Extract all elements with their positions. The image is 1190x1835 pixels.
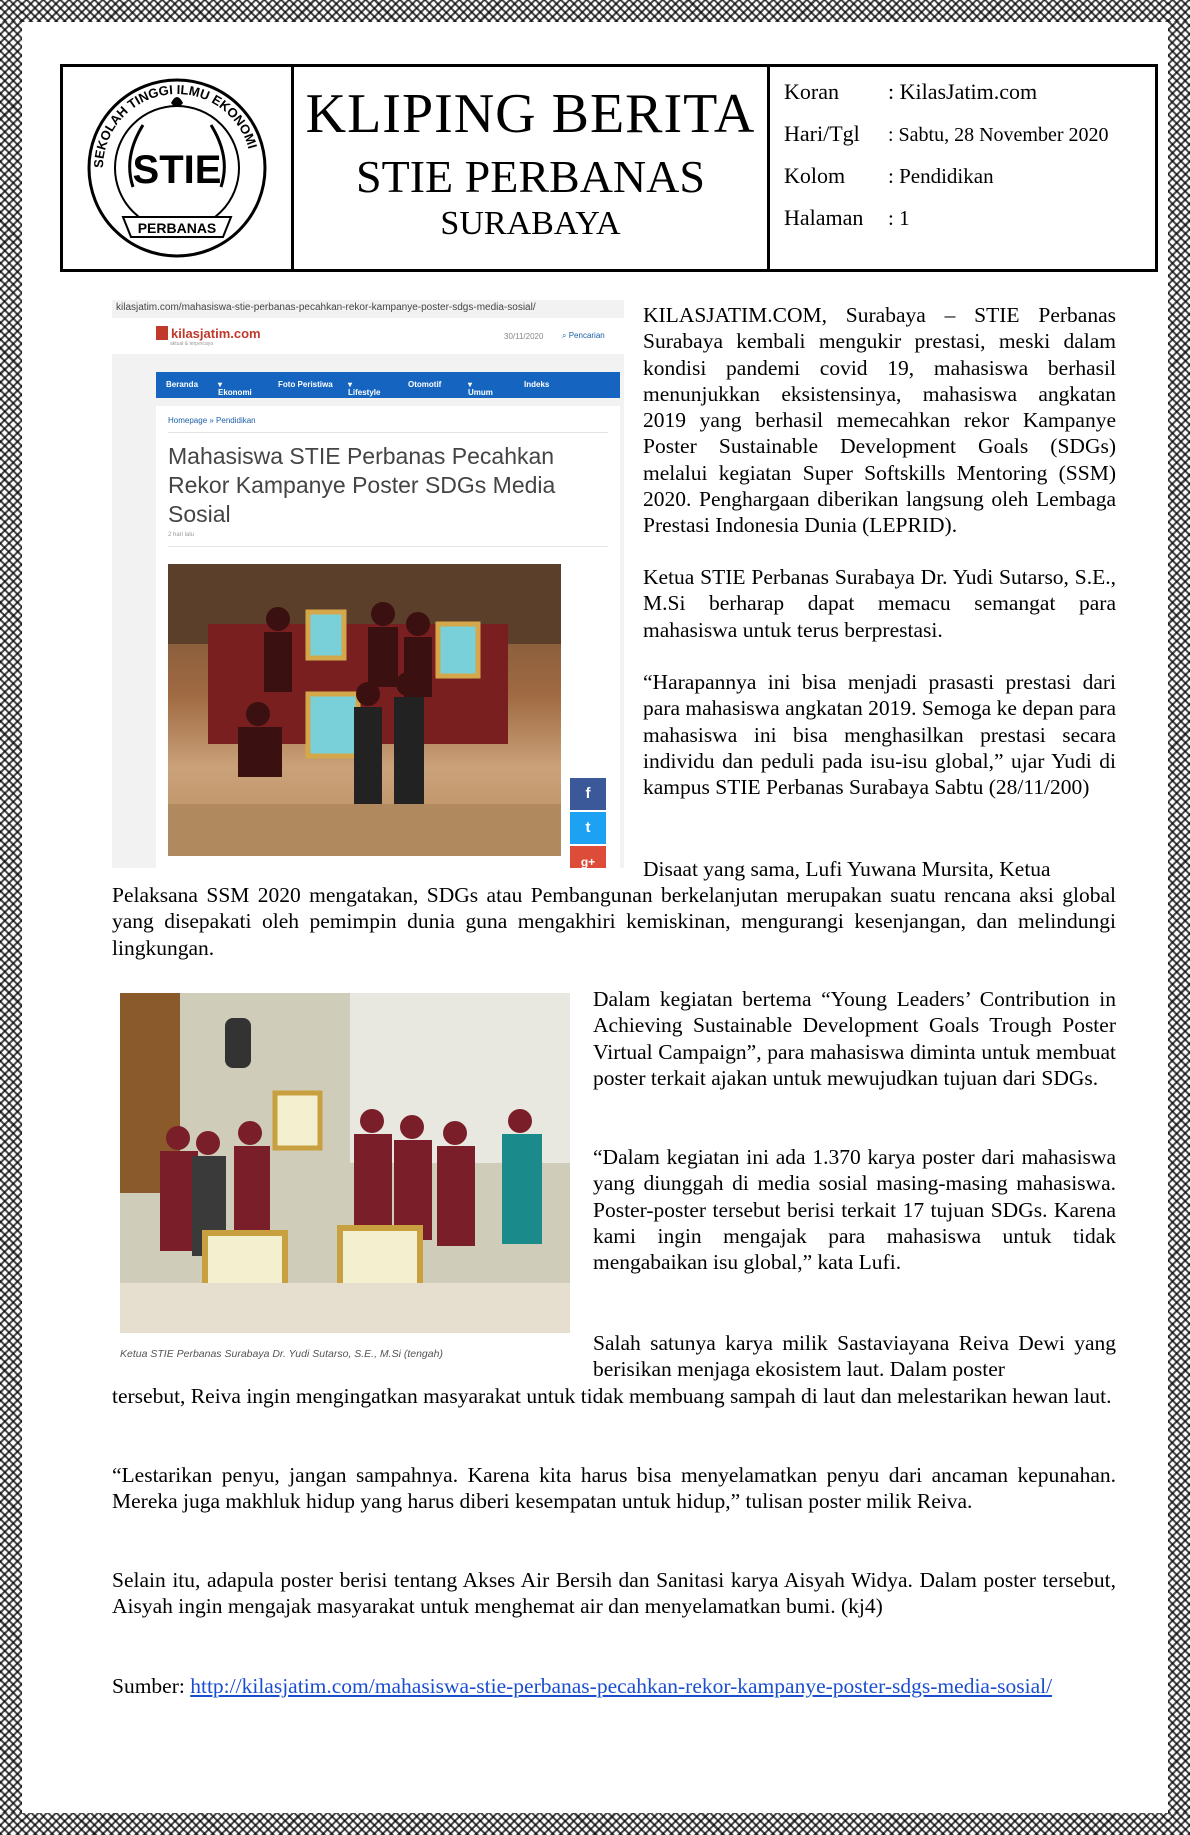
article-paragraph-9: Selain itu, adapula poster berisi tentang Akses Air Bersih dan Sanitasi karya Aisyah Widya. Dalam poster tersebut, Aisyah ingin mengajak masyarakat untuk menghemat air dan menyelamatkan bumi. (kj4) [112, 1568, 1116, 1619]
nav-item-beranda[interactable]: Beranda [166, 380, 199, 389]
stie-perbanas-logo-icon [63, 67, 291, 269]
logo-ring-text: SEKOLAH TINGGI ILMU EKONOMI [90, 81, 261, 169]
article-paragraph-5: Dalam kegiatan bertema “Young Leaders’ Contribution in Achieving Sustainable Development Goals Trough Poster Virtual Campaign”, para mahasiswa diminta untuk membuat poster terkait ajakan untuk mewujudkan tujuan dari SDGs. [593, 987, 1116, 1090]
share-twitter-icon[interactable]: t [570, 812, 606, 844]
clipping-header [60, 64, 1158, 272]
nav-item-otomotif[interactable]: Otomotif [408, 380, 442, 389]
breadcrumb[interactable]: Homepage » Pendidikan [168, 416, 256, 425]
article-paragraph-3: “Harapannya ini bisa menjadi prasasti prestasi dari para mahasiswa angkatan 2019. Semoga ke depan para mahasiswa ini bisa menghasilkan prestasi secara individu dan peduli pada isu-isu global,” ujar Yudi di kampus STIE Perbanas Surabaya Sabtu (28/11/200) [643, 670, 1116, 800]
nav-item-lifestyle[interactable]: Lifestyle ▾ [348, 380, 381, 397]
meta-halaman: Halaman : 1 [784, 205, 910, 230]
article-paragraph-1: KILASJATIM.COM, Surabaya – STIE Perbanas Surabaya kembali mengukir prestasi, meski dalam kondisi pandemi covid 19, mahasiswa berhasil menunjukkan eksistensinya, mahasiswa angkatan 2019 yang berhasil memecahkan rekor Kampanye Poster Sustainable Development Goals (SDGs) melalui kegiatan Super Softskills Mentoring (SSM) 2020. Penghargaan diberikan langsung oleh Lembaga Prestasi Indonesia Dunia (LEPRID). [643, 303, 1116, 538]
article-headline: Mahasiswa STIE Perbanas Pecahkan Rekor Kampanye Poster SDGs Media Sosial [168, 443, 556, 527]
article-paragraph-8: “Lestarikan penyu, jangan sampahnya. Karena kita harus bisa menyelamatkan penyu dari ancaman kepunahan. Mereka juga makhluk hidup yang harus diberi kesempatan untuk hidup,” tulisan poster milik Reiva. [112, 1463, 1116, 1514]
article-photo [168, 564, 561, 856]
article-paragraph-2: Ketua STIE Perbanas Surabaya Dr. Yudi Sutarso, S.E., M.Si berharap dapat memacu semangat para mahasiswa untuk terus berprestasi. [643, 565, 1116, 642]
website-screenshot [112, 300, 624, 868]
nav-item-umum[interactable]: Umum ▾ [468, 380, 493, 397]
article-paragraph-4: Pelaksana SSM 2020 mengatakan, SDGs atau Pembangunan berkelanjutan merupakan suatu rencana aksi global yang disepakati oleh pemimpin dunia guna mengakhiri kemiskinan, mengurangi kesenjangan, dan melindungi lingkungan. [112, 883, 1116, 960]
title-surabaya: SURABAYA [440, 205, 621, 242]
site-date: 30/11/2020 [504, 332, 544, 341]
photo-2-caption: Ketua STIE Perbanas Surabaya Dr. Yudi Sutarso, S.E., M.Si (tengah) [120, 1348, 443, 1360]
title-stie-perbanas: STIE PERBANAS [356, 151, 705, 202]
article-card [156, 406, 620, 868]
site-nav [156, 372, 620, 398]
share-facebook-icon[interactable]: f [570, 778, 606, 810]
title-kliping-berita: KLIPING BERITA [305, 83, 756, 145]
article-paragraph-7-lead: Salah satunya karya milik Sastaviayana Reiva Dewi yang berisikan menjaga ekosistem laut. Dalam poster [593, 1331, 1116, 1382]
article-photo-2 [120, 993, 570, 1333]
logo-cell [63, 67, 294, 269]
nav-item-foto-peristiwa[interactable]: Foto Peristiwa [278, 380, 333, 389]
nav-item-ekonomi[interactable]: Ekonomi ▾ [218, 380, 252, 397]
article-paragraph-6: “Dalam kegiatan ini ada 1.370 karya poster dari mahasiswa yang diunggah di media sosial masing-masing mahasiswa. Poster-poster tersebut berisi terkait 17 tujuan SDGs. Karena kami ingin mengajak para mahasiswa untuk tidak mengabaikan isu global,” kata Lufi. [593, 1145, 1116, 1275]
site-search[interactable]: ⌕ Pencarian [562, 331, 605, 340]
share-googleplus-icon[interactable]: g+ [570, 846, 606, 868]
site-logo-icon [156, 326, 168, 340]
meta-kolom: Kolom : Pendidikan [784, 163, 994, 188]
screenshot-url: kilasjatim.com/mahasiswa-stie-perbanas-pecahkan-rekor-kampanye-poster-sdgs-media-sosial/ [116, 302, 536, 313]
article-time-ago: 2 hari lalu [168, 532, 195, 538]
source-link[interactable]: http://kilasjatim.com/mahasiswa-stie-perbanas-pecahkan-rekor-kampanye-poster-sdgs-media-sosial/ [190, 1674, 1053, 1698]
article-paragraph-7: tersebut, Reiva ingin mengingatkan masyarakat untuk tidak membuang sampah di laut dan melestarikan hewan laut. [112, 1384, 1112, 1408]
meta-koran: Koran : KilasJatim.com [784, 79, 1038, 104]
logo-center-text: STIE [132, 148, 222, 192]
meta-hari-tgl: Hari/Tgl : Sabtu, 28 November 2020 [784, 121, 1109, 146]
meta-cell [770, 67, 1155, 269]
site-logo: kilasjatim.com [156, 326, 261, 341]
source-line [112, 1673, 1116, 1699]
logo-banner-text: PERBANAS [137, 220, 217, 236]
nav-item-indeks[interactable]: Indeks [524, 380, 550, 389]
source-label: Sumber: [112, 1674, 185, 1698]
title-cell [294, 67, 770, 269]
article-paragraph-4-lead: Disaat yang sama, Lufi Yuwana Mursita, Ketua [643, 857, 1051, 881]
site-tagline: aktual & terpercaya [170, 341, 214, 347]
